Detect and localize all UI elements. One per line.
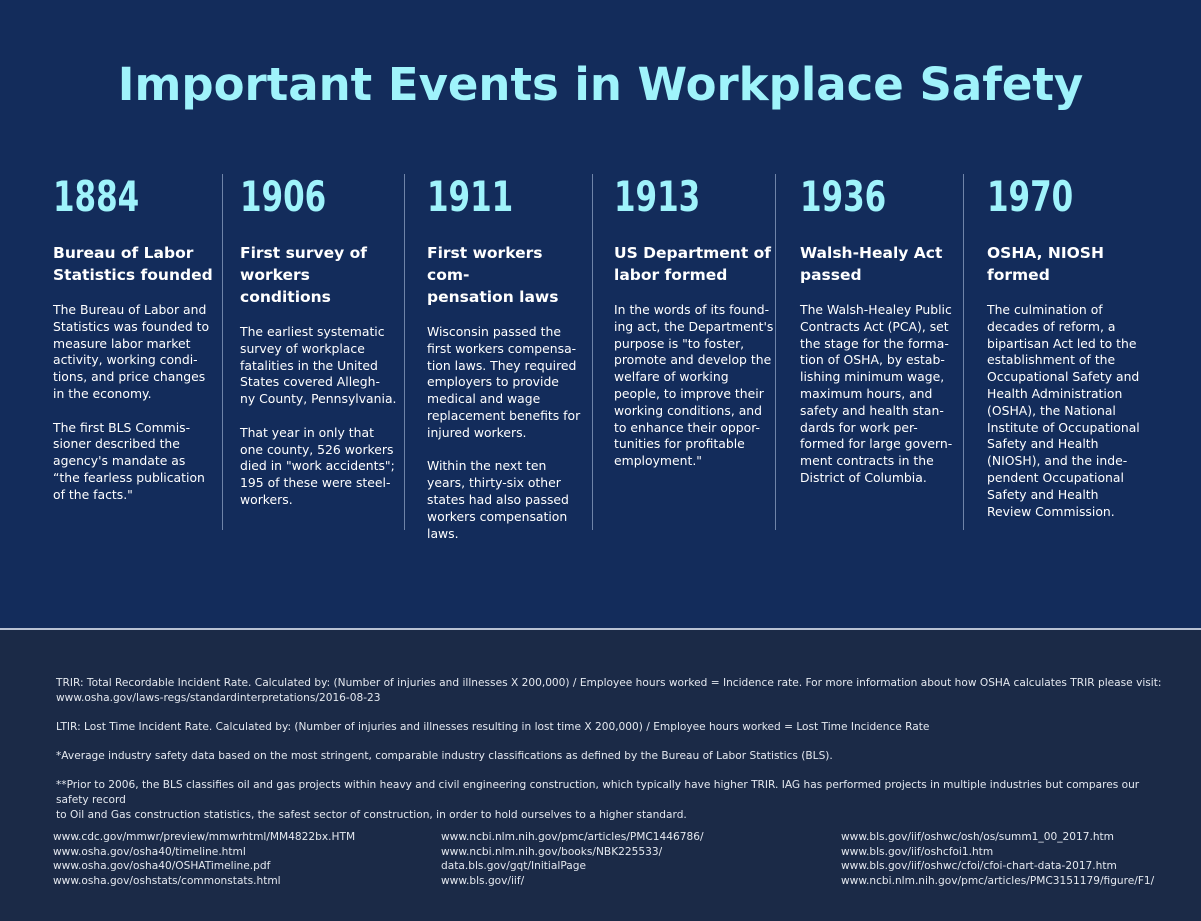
event-year: 1913: [614, 172, 701, 221]
event-heading: OSHA, NIOSH formed: [987, 244, 1104, 284]
sources-column-2: [441, 830, 704, 888]
event-description: Wisconsin passed the first workers compensa- tion laws. They required employers to provide medical and wage replacement benefits for injured workers. Within the next ten years, thirty-six other states had also passed workers compensation laws.: [427, 324, 581, 541]
source-link: www.bls.gov/iif/oshwc/cfoi/cfoi-chart-data-2017.htm: [841, 860, 1117, 872]
event-description: The Walsh-Healey Public Contracts Act (PCA), set the stage for the forma- tion of OSHA, by estab- lishing minimum wage, maximum hours, and safety and health stan- dards for work per- formed for large govern- ment contracts in the District of Columbia.: [800, 302, 953, 485]
footnote-bls-classification: **Prior to 2006, the BLS classifies oil and gas projects within heavy and civil engineering construction, which typically have higher TRIR. IAG has performed projects in multiple industries but compares our safety record to Oil and Gas construction statistics, the safest sector of construction, in order to hold ourselves to a higher standard.: [56, 779, 1140, 821]
source-link: www.cdc.gov/mmwr/preview/mmwrhtml/MM4822bx.HTM: [53, 831, 356, 843]
event-description: The earliest systematic survey of workplace fatalities in the United States covered Allegh- ny County, Pennsylvania. That year in only that one county, 526 workers died in "work accidents"; 195 of these were steel- workers.: [240, 324, 397, 507]
page-title: Important Events in Workplace Safety: [117, 58, 1084, 111]
event-1884: [53, 172, 215, 532]
footnotes: [56, 676, 1166, 837]
event-description: In the words of its found- ing act, the Department's purpose is "to foster, promote and develop the welfare of working people, to improve their working conditions, and to enhance their oppor- tunities for profitable employment.": [614, 302, 774, 469]
source-link: www.osha.gov/osha40/OSHATimeline.pdf: [53, 860, 271, 872]
column-divider: [775, 174, 776, 530]
event-1936: [800, 172, 960, 532]
event-description: The Bureau of Labor and Statistics was founded to measure labor market activity, working condi- tions, and price changes in the economy. The first BLS Commis- sioner described the agency's mandate as “the fearless publication of the facts.": [53, 302, 210, 502]
section-separator: [0, 628, 1201, 630]
footnote-ltir: LTIR: Lost Time Incident Rate. Calculated by: (Number of injuries and illnesses resulting in lost time X 200,000) / Employee hours worked = Lost Time Incidence Rate: [56, 721, 930, 733]
event-heading: Walsh-Healy Act passed: [800, 244, 943, 284]
source-link: www.bls.gov/iif/oshwc/osh/os/summ1_00_2017.htm: [841, 831, 1115, 843]
event-heading: First workers com- pensation laws: [427, 244, 559, 306]
event-year: 1911: [427, 172, 514, 221]
event-1906: [240, 172, 400, 532]
event-description: The culmination of decades of reform, a bipartisan Act led to the establishment of the Occupational Safety and Health Administration (OSHA), the National Institute of Occupational Safety and Health (NIOSH), and the inde- pendent Occupational Safety and Health Review Commission.: [987, 302, 1140, 519]
event-heading: US Department of labor formed: [614, 244, 772, 284]
event-1911: [427, 172, 587, 541]
source-link: www.ncbi.nlm.nih.gov/pmc/articles/PMC1446786/: [441, 831, 704, 843]
column-divider: [222, 174, 223, 530]
event-year: 1884: [53, 172, 140, 221]
event-heading: First survey of workers conditions: [240, 244, 367, 306]
column-divider: [963, 174, 964, 530]
event-year: 1906: [240, 172, 327, 221]
event-heading: Bureau of Labor Statistics founded: [53, 244, 213, 284]
event-year: 1970: [987, 172, 1074, 221]
source-link: www.bls.gov/iif/: [441, 874, 525, 887]
source-link: www.ncbi.nlm.nih.gov/books/NBK225533/: [441, 845, 663, 858]
column-divider: [404, 174, 405, 530]
column-divider: [592, 174, 593, 530]
source-link: www.osha.gov/osha40/timeline.html: [53, 845, 246, 858]
footnote-industry-data: *Average industry safety data based on the most stringent, comparable industry classifications as defined by the Bureau of Labor Statistics (BLS).: [56, 750, 833, 762]
event-1913: [614, 172, 774, 532]
source-link: www.ncbi.nlm.nih.gov/pmc/articles/PMC3151179/figure/F1/: [841, 874, 1155, 887]
sources-column-1: [53, 830, 355, 888]
event-1970: [987, 172, 1157, 532]
footnote-trir: TRIR: Total Recordable Incident Rate. Calculated by: (Number of injuries and illnesses X 200,000) / Employee hours worked = Incidence rate. For more information about how OSHA calculates TRIR please visit: www.osha.gov/laws-regs/standardinterpretations/2016-08-23: [56, 677, 1162, 704]
sources-column-3: [841, 830, 1154, 888]
source-link: www.osha.gov/oshstats/commonstats.html: [53, 874, 281, 887]
source-link: www.bls.gov/iif/oshcfoi1.htm: [841, 845, 994, 858]
event-year: 1936: [800, 172, 887, 221]
source-link: data.bls.gov/gqt/InitialPage: [441, 860, 586, 872]
